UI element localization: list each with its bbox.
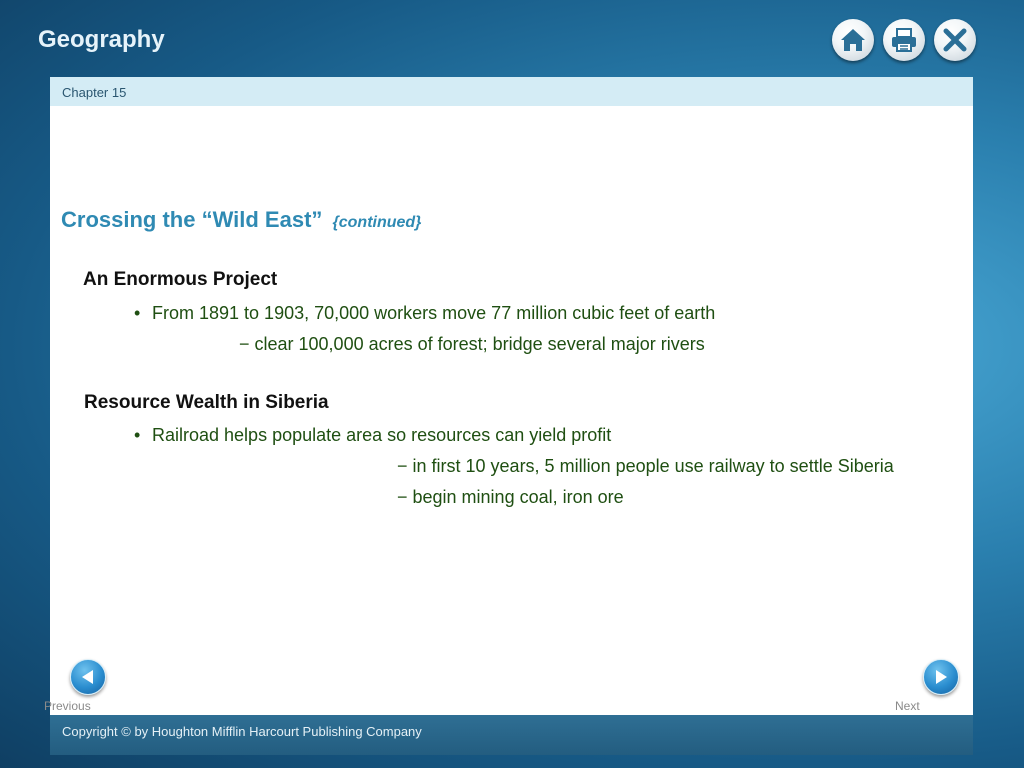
- section-heading: Resource Wealth in Siberia: [84, 392, 329, 413]
- home-button[interactable]: [832, 19, 874, 61]
- bullet-dot: •: [134, 425, 141, 445]
- slide-panel: [50, 77, 973, 715]
- previous-button[interactable]: [70, 659, 106, 695]
- bullet-dot: •: [134, 303, 141, 323]
- slide-title-suffix: {continued}: [332, 214, 422, 231]
- print-icon: [890, 27, 918, 53]
- sub-item: − clear 100,000 acres of forest; bridge several major rivers: [239, 334, 705, 354]
- bullet-text: Railroad helps populate area so resources can yield profit: [152, 425, 612, 445]
- next-button[interactable]: [923, 659, 959, 695]
- copyright-text: Copyright © by Houghton Mifflin Harcourt Publishing Company: [62, 724, 422, 739]
- arrow-right-icon: [924, 660, 958, 694]
- app-title: Geography: [38, 26, 165, 53]
- section-heading: An Enormous Project: [83, 269, 278, 290]
- next-label[interactable]: Next: [895, 699, 920, 713]
- close-button[interactable]: [934, 19, 976, 61]
- arrow-left-icon: [71, 660, 105, 694]
- previous-label[interactable]: Previous: [44, 699, 91, 713]
- chapter-label: Chapter 15: [62, 85, 127, 100]
- bullet-item: [134, 425, 611, 446]
- bullet-text: From 1891 to 1903, 70,000 workers move 77 million cubic feet of earth: [152, 303, 716, 323]
- chapter-bar: [50, 77, 973, 106]
- sub-item: − in first 10 years, 5 million people use railway to settle Siberia: [397, 456, 894, 476]
- close-icon: [943, 28, 967, 52]
- sub-item: − begin mining coal, iron ore: [397, 487, 624, 507]
- slide-title-text: Crossing the “Wild East”: [61, 207, 323, 232]
- home-icon: [840, 27, 866, 53]
- print-button[interactable]: [883, 19, 925, 61]
- slide-title: [61, 207, 421, 233]
- footer-bar: [50, 715, 973, 755]
- bullet-item: [134, 303, 715, 324]
